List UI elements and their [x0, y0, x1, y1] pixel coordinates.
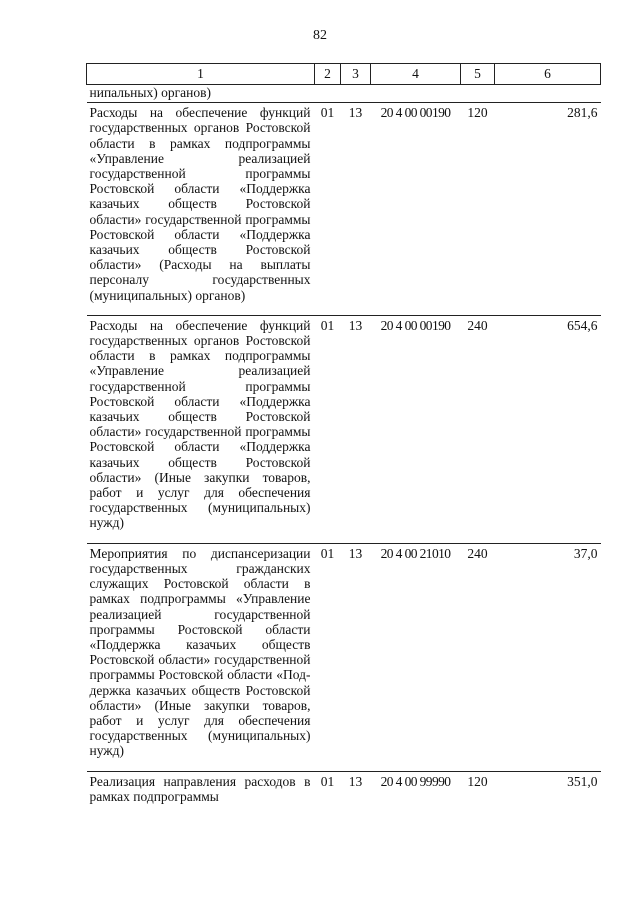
row-amount: 654,6 — [495, 315, 601, 543]
row-description: Мероприятия по диспансеризации государственных гражданских служащих Ростовской области в рамках подпрограммы «Управление реализацией государственной программы Ростовской области «Поддержка казачьих обществ Ростовской области» государственной программы Ростовской области «Поддержка казачьих обществ Ростовской области» (Иные закупки товаров, работ и услуг для обеспечения государственных (муниципальных) нужд) — [87, 543, 315, 771]
row-target-code: 20 4 00 00190 — [371, 315, 461, 543]
row-subsection: 13 — [341, 543, 371, 771]
header-col-5: 5 — [461, 64, 495, 85]
row-amount: 351,0 — [495, 771, 601, 816]
continuation-row — [87, 85, 601, 103]
continuation-text: нипальных) органов) — [89, 85, 211, 100]
table-row — [87, 543, 601, 771]
page-number: 82 — [313, 28, 327, 43]
row-subsection: 13 — [341, 771, 371, 816]
row-expense-type: 240 — [461, 315, 495, 543]
row-description: Реализация направления расходов в рамках подпрограммы — [87, 771, 315, 816]
header-col-3: 3 — [341, 64, 371, 85]
table-body — [87, 85, 601, 816]
row-target-code: 20 4 00 99990 — [371, 771, 461, 816]
row-section: 01 — [315, 103, 341, 316]
header-col-2: 2 — [315, 64, 341, 85]
row-description: Расходы на обеспечение функций государственных органов Ростовской области в рамках подпрограммы «Управление реализацией государственной программы Ростовской области «Поддержка казачьих обществ Ростовской области» государственной программы Ростовской области «Поддержка казачьих обществ Ростовской области» (Расходы на выплаты персоналу государственных (муниципальных) органов) — [87, 103, 315, 316]
table-row — [87, 771, 601, 816]
table-row — [87, 103, 601, 316]
row-section: 01 — [315, 771, 341, 816]
row-expense-type: 120 — [461, 771, 495, 816]
row-description: Расходы на обеспечение функций государственных органов Ростовской области в рамках подпрограммы «Управление реализацией государственной программы Ростовской области «Поддержка казачьих обществ Ростовской области» государственной программы Ростовской области «Поддержка казачьих обществ Ростовской области» (Иные закупки товаров, работ и услуг для обеспечения государственных (муниципальных) нужд) — [87, 315, 315, 543]
header-row — [87, 64, 601, 85]
row-amount: 281,6 — [495, 103, 601, 316]
row-target-code: 20 4 00 21010 — [371, 543, 461, 771]
table-header — [87, 64, 601, 85]
row-subsection: 13 — [341, 103, 371, 316]
header-col-6: 6 — [495, 64, 601, 85]
row-expense-type: 240 — [461, 543, 495, 771]
table-row — [87, 315, 601, 543]
row-amount: 37,0 — [495, 543, 601, 771]
budget-table — [86, 63, 601, 816]
row-target-code: 20 4 00 00190 — [371, 103, 461, 316]
header-col-4: 4 — [371, 64, 461, 85]
row-expense-type: 120 — [461, 103, 495, 316]
row-section: 01 — [315, 543, 341, 771]
row-subsection: 13 — [341, 315, 371, 543]
header-col-1: 1 — [87, 64, 315, 85]
row-section: 01 — [315, 315, 341, 543]
